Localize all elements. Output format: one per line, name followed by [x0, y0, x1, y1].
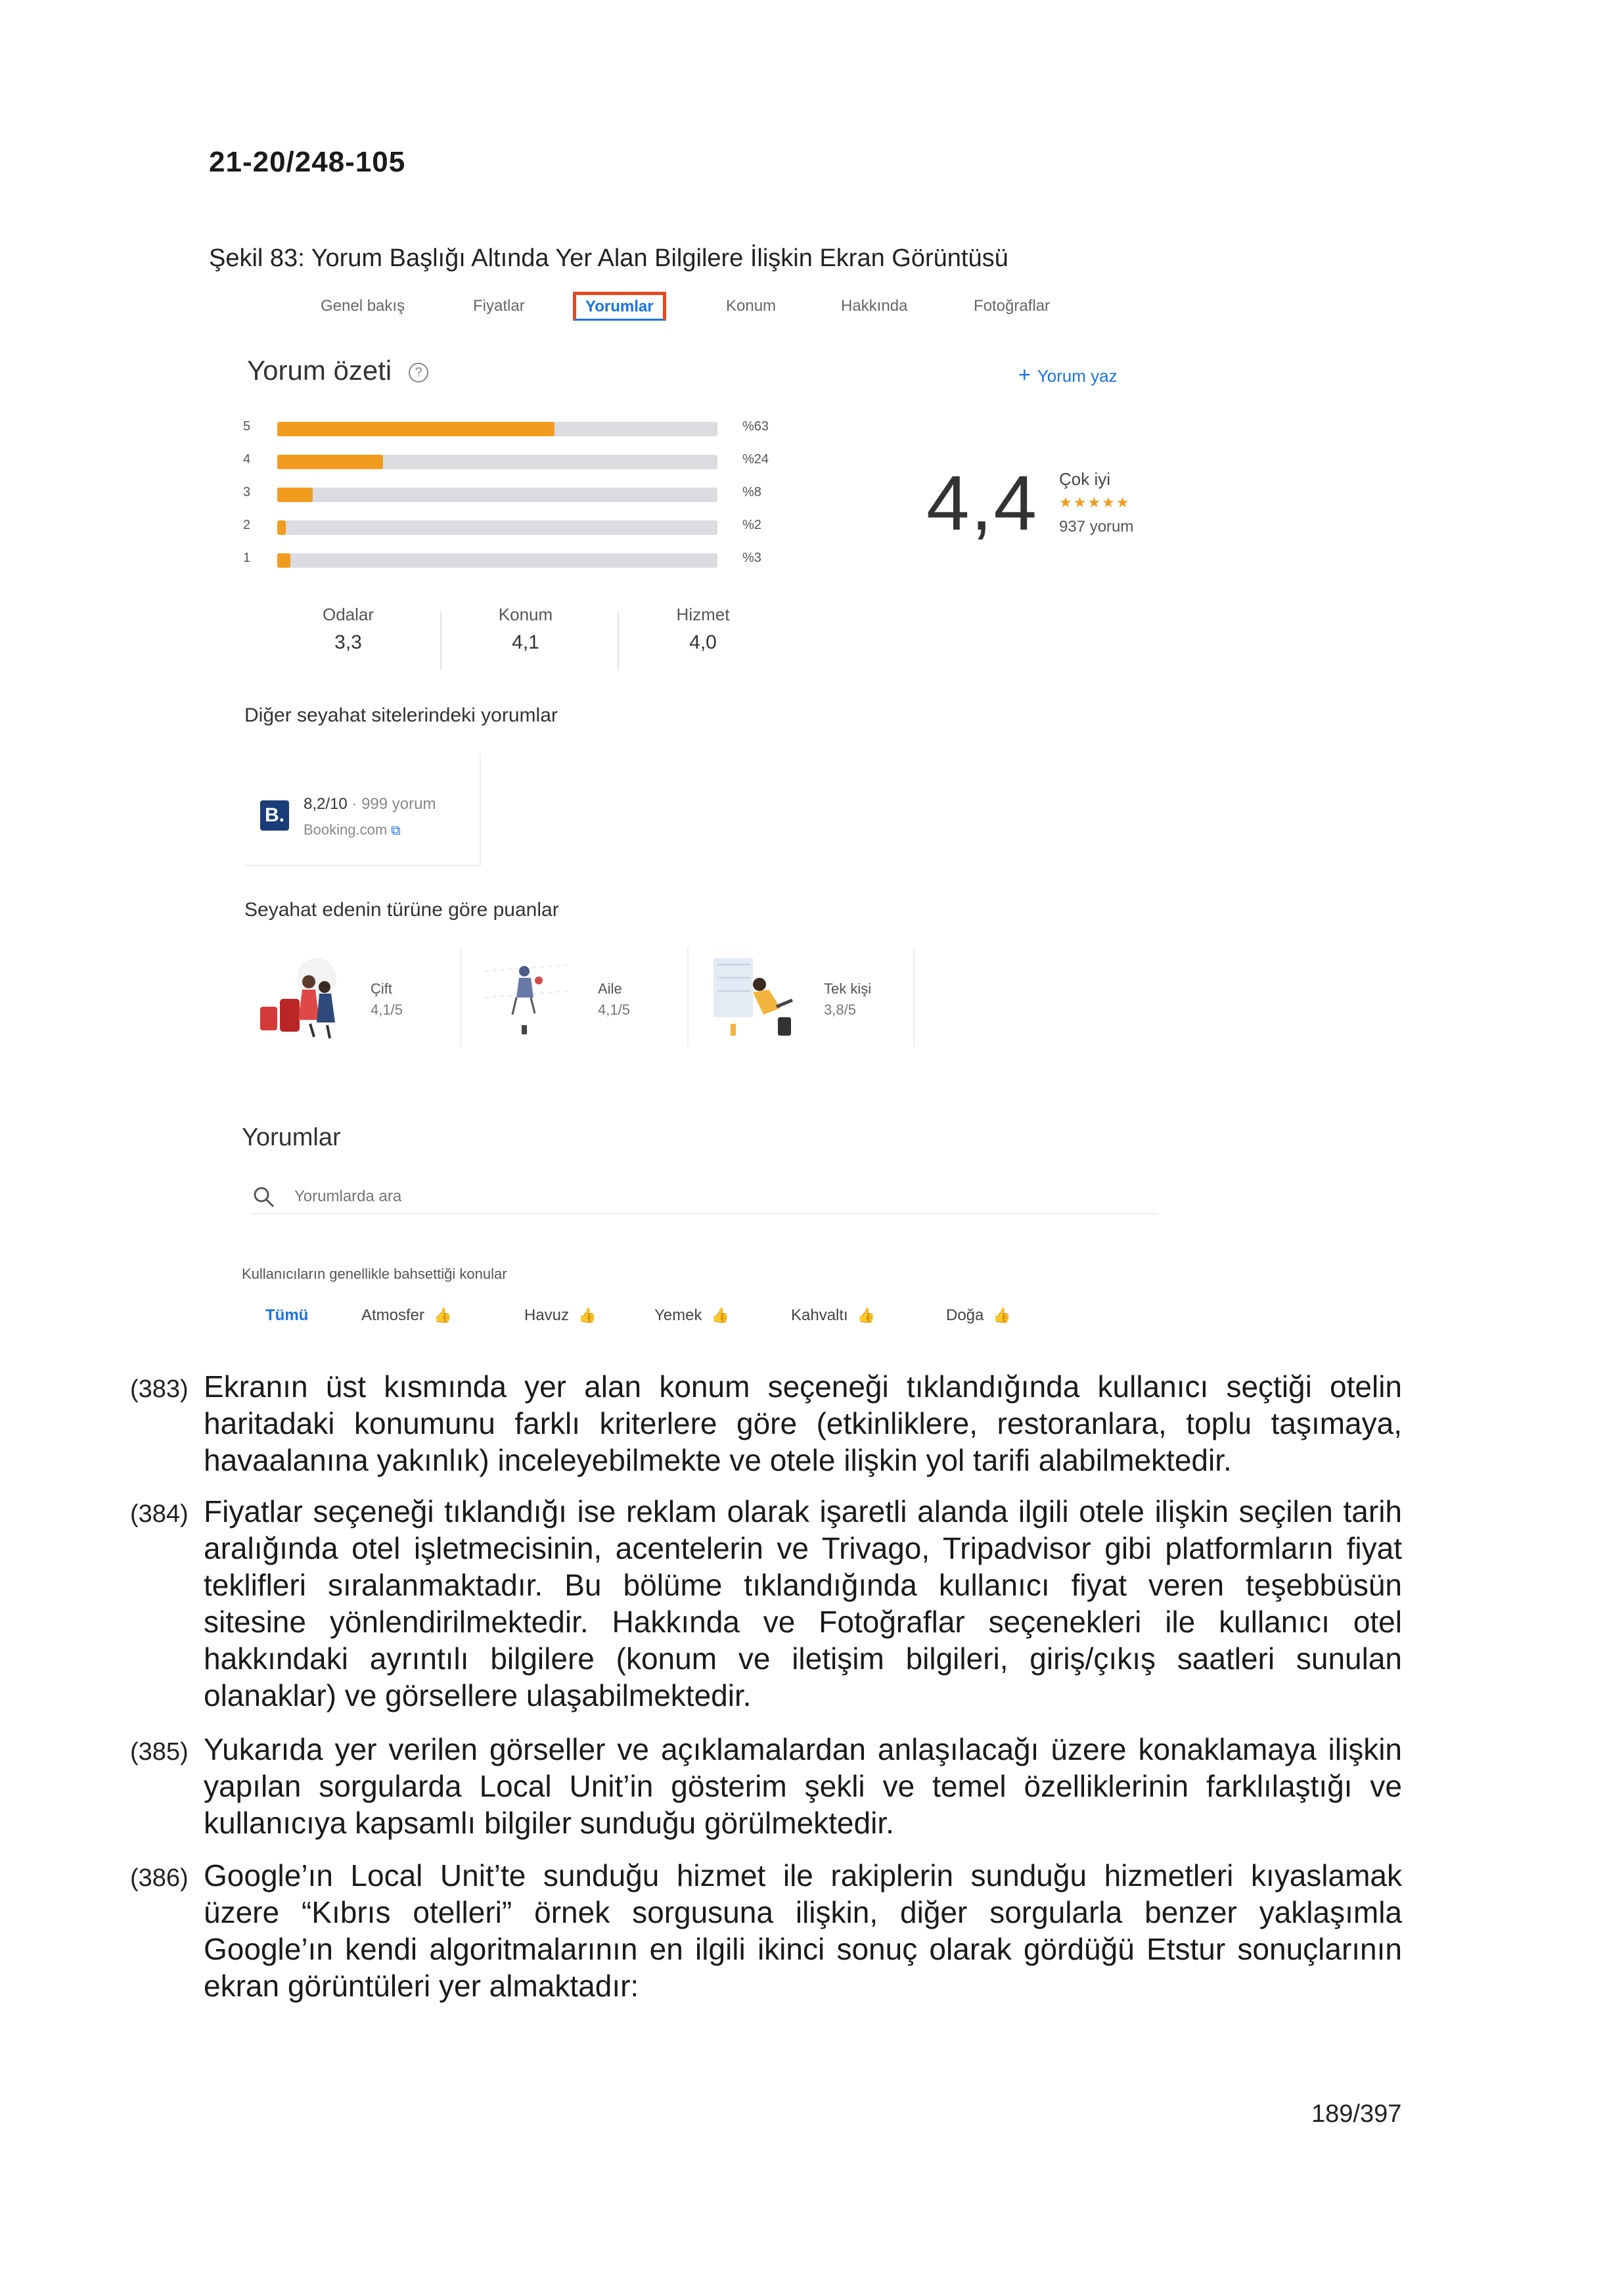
tab-reviews[interactable]: Yorumlar	[573, 292, 666, 321]
topic-chip-label: Kahvaltı	[791, 1306, 848, 1324]
booking-logo-icon: B.	[260, 800, 289, 831]
paragraph-384	[130, 1493, 1402, 1714]
traveler-type-heading: Seyahat edenin türüne göre puanlar	[244, 899, 559, 921]
paragraph-number: (383)	[130, 1375, 189, 1403]
rating-star-label: 4	[243, 452, 251, 467]
subscore-label: Konum	[498, 605, 553, 624]
review-search-bar[interactable]	[251, 1182, 1158, 1214]
open-external-icon: ⧉	[391, 823, 401, 838]
rating-row-3	[243, 480, 761, 513]
divider	[440, 611, 441, 670]
couple-travel-illustration-icon	[251, 952, 350, 1044]
rating-star-label: 2	[243, 518, 251, 532]
tab-bar	[230, 290, 1150, 330]
rating-bar-fill	[277, 488, 313, 502]
rating-row-1	[243, 545, 761, 578]
traveler-type-score: 4,1/5	[371, 1001, 403, 1018]
thumbs-up-icon: 👍	[578, 1307, 597, 1323]
thumbs-up-icon: 👍	[711, 1307, 729, 1323]
review-summary-title: Yorum özeti	[247, 355, 392, 386]
topic-chip-all[interactable]	[265, 1306, 308, 1325]
plus-icon: +	[1018, 363, 1031, 386]
rating-percent: %2	[742, 518, 761, 532]
topic-chip-label: Tümü	[265, 1306, 309, 1324]
tab-prices[interactable]: Fiyatlar	[473, 297, 525, 315]
help-icon[interactable]: ?	[409, 363, 428, 382]
subscore-label: Odalar	[322, 605, 374, 624]
thumbs-up-icon: 👍	[993, 1307, 1011, 1323]
rating-row-4	[243, 447, 769, 480]
subscore-label: Hizmet	[676, 605, 730, 624]
reviews-title: Yorumlar	[242, 1124, 341, 1151]
rating-bar-track	[277, 488, 717, 502]
review-count[interactable]: 937 yorum	[1059, 518, 1134, 536]
traveler-type-label: Tek kişi	[824, 980, 872, 997]
thumbs-up-icon: 👍	[857, 1307, 876, 1323]
paragraph-number: (384)	[130, 1500, 189, 1528]
topic-chip-label: Atmosfer	[361, 1306, 425, 1324]
write-review-label: Yorum yaz	[1037, 366, 1118, 386]
other-sites-heading: Diğer seyahat sitelerindeki yorumlar	[244, 704, 558, 726]
overall-rating: 4,4	[926, 460, 1039, 547]
topics-label: Kullanıcıların genellikle bahsettiği konular	[242, 1266, 507, 1282]
traveler-type-score: 4,1/5	[598, 1001, 630, 1018]
booking-review-card[interactable]	[244, 754, 481, 866]
rating-percent: %24	[742, 452, 769, 467]
rating-bar-fill	[277, 520, 286, 535]
rating-row-5	[243, 414, 769, 447]
document-id: 21-20/248-105	[209, 146, 406, 178]
subscore-service	[637, 605, 769, 654]
paragraph-text: Fiyatlar seçeneği tıklandığı ise reklam olarak işaretli alanda ilgili otele ilişkin seçilen tarih aralığında otel işletmecisinin, acentelerin ve Trivago, Tripadvisor gibi platformların fiyat teklifleri sıralanmaktadır. Bu bölüme tıklandığında kullanıcı fiyat veren teşebbüsün sitesine yönlendirilmektedir. Hakkında ve Fotoğraflar seçenekleri ile kullanıcı otel hakkındaki ayrıntılı bilgilere (konum ve iletişim bilgileri, giriş/çıkış saatleri sunulan olanaklar) ve görsellere ulaşabilmektedir.	[204, 1494, 1402, 1712]
external-site-line	[304, 821, 400, 838]
rating-word: Çok iyi	[1059, 469, 1111, 489]
rating-bar-track	[277, 520, 717, 535]
traveler-card-couple[interactable]	[244, 948, 461, 1046]
traveler-card-family[interactable]	[472, 948, 689, 1046]
solo-travel-illustration-icon	[704, 952, 803, 1044]
family-travel-illustration-icon	[478, 952, 577, 1044]
subscore-value: 4,1	[512, 631, 539, 653]
separator: ·	[351, 795, 357, 813]
paragraph-number: (385)	[130, 1738, 189, 1766]
write-review-button[interactable]	[1018, 363, 1118, 387]
traveler-type-label: Çift	[371, 980, 392, 997]
tab-location[interactable]: Konum	[726, 297, 777, 315]
topic-chip-atmosphere[interactable]	[361, 1306, 451, 1325]
rating-bar-track	[277, 553, 717, 568]
rating-percent: %3	[742, 551, 761, 565]
external-review-count: 999 yorum	[361, 795, 436, 813]
tab-photos[interactable]: Fotoğraflar	[974, 297, 1051, 315]
paragraph-text: Ekranın üst kısmında yer alan konum seçeneği tıklandığında kullanıcı seçtiği otelin haritadaki konumunu farklı kriterlere göre (etkinliklere, restoranlara, toplu taşımaya, havaalanına yakınlık) inceleyebilmekte ve otele ilişkin yol tarifi alabilmektedir.	[204, 1369, 1402, 1477]
search-icon	[251, 1184, 277, 1210]
star-rating-icon: ★★★★★	[1059, 494, 1131, 511]
traveler-type-cards	[244, 948, 928, 1046]
tab-overview[interactable]: Genel bakış	[321, 297, 405, 315]
rating-bar-track	[277, 455, 717, 469]
paragraph-text: Yukarıda yer verilen görseller ve açıklamalardan anlaşılacağı üzere konaklamaya ilişkin yapılan sorgularda Local Unit’in gösterim şekli ve temel özelliklerinin farklılaştığı ve kullanıcıya kapsamlı bilgiler sunduğu görülmektedir.	[204, 1732, 1402, 1840]
rating-bar-fill	[277, 422, 555, 436]
external-site-name: Booking.com	[304, 821, 388, 838]
topic-chip-label: Havuz	[524, 1306, 570, 1324]
paragraph-number: (386)	[130, 1864, 189, 1892]
paragraph-386	[130, 1857, 1402, 2004]
subscore-value: 4,0	[689, 631, 717, 653]
rating-star-label: 5	[243, 419, 251, 434]
paragraph-385	[130, 1731, 1402, 1841]
rating-distribution	[243, 414, 769, 578]
figure-caption: Şekil 83: Yorum Başlığı Altında Yer Alan Bilgilere İlişkin Ekran Görüntüsü	[209, 244, 1008, 272]
paragraph-text: Google’ın Local Unit’te sunduğu hizmet ile rakiplerin sunduğu hizmetleri kıyaslamak üzere “Kıbrıs otelleri” örnek sorgusuna ilişkin, diğer sorgularla benzer yaklaşımla Google’ın kendi algoritmalarının en ilgili ikinci sonuç olarak gördüğü Etstur sonuçlarının ekran görüntüleri yer almaktadır:	[204, 1858, 1402, 2003]
page-number: 189/397	[1311, 2100, 1402, 2128]
subscores	[243, 605, 769, 677]
topic-chip-pool[interactable]	[524, 1306, 596, 1325]
paragraph-383	[130, 1368, 1402, 1479]
topic-chip-label: Yemek	[654, 1306, 702, 1324]
traveler-card-solo[interactable]	[698, 948, 915, 1046]
topic-chip-food[interactable]	[654, 1306, 729, 1325]
rating-bar-track	[277, 422, 717, 436]
traveler-type-score: 3,8/5	[824, 1001, 856, 1018]
rating-percent: %63	[742, 419, 769, 434]
external-score-line	[304, 795, 436, 814]
topic-chip-nature[interactable]	[946, 1306, 1011, 1325]
external-score: 8,2/10	[304, 795, 348, 813]
rating-percent: %8	[742, 485, 761, 499]
tab-about[interactable]: Hakkında	[841, 297, 908, 315]
rating-bar-fill	[277, 455, 383, 469]
rating-star-label: 3	[243, 485, 251, 499]
thumbs-up-icon: 👍	[434, 1307, 452, 1323]
topic-chips	[242, 1306, 1148, 1339]
rating-bar-fill	[277, 553, 290, 568]
topic-chip-breakfast[interactable]	[791, 1306, 875, 1325]
embedded-screenshot	[230, 276, 1150, 1354]
traveler-type-label: Aile	[598, 980, 622, 997]
search-input[interactable]	[293, 1187, 753, 1206]
rating-star-label: 1	[243, 551, 251, 565]
subscore-location	[460, 605, 591, 654]
divider	[618, 611, 619, 670]
topic-chip-label: Doğa	[946, 1306, 984, 1324]
subscore-rooms	[283, 605, 414, 654]
rating-row-2	[243, 513, 761, 545]
subscore-value: 3,3	[334, 631, 362, 653]
